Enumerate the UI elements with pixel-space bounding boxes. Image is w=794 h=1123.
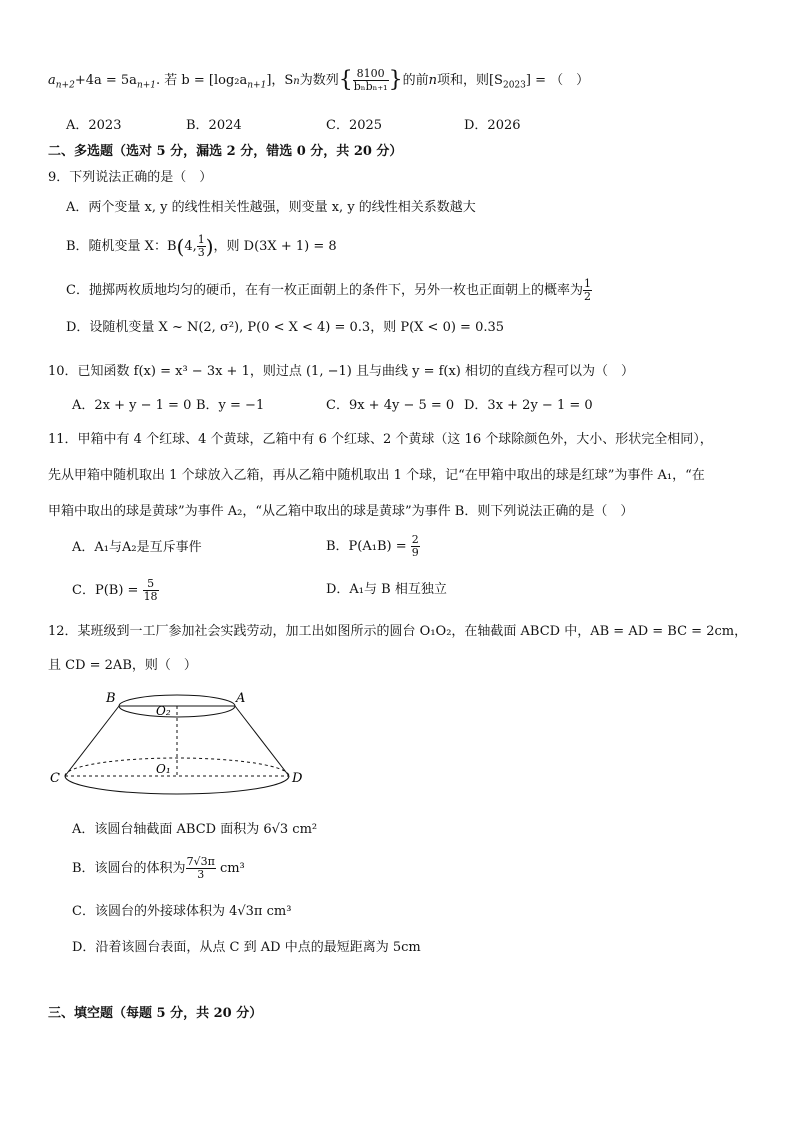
- q8-option-b: B．2024: [186, 118, 242, 133]
- q12-option-d: D．沿着该圆台表面，从点 C 到 AD 中点的最短距离为 5cm: [72, 940, 421, 955]
- q8-option-d: D．2026: [464, 118, 521, 133]
- q9-option-b: B．随机变量 X：B(4, $\frac{1}{3}$ )，则 D(3X + 1) = 8: [66, 233, 337, 259]
- label-a: A: [236, 691, 246, 706]
- q9-stem: 9．下列说法正确的是（ ）: [48, 170, 213, 185]
- q11-line-1: 11．甲箱中有 4 个红球、4 个黄球，乙箱中有 6 个红球、2 个黄球（这 16 个球除颜色外，大小、形状完全相同），: [48, 432, 713, 447]
- q11-line-2: 先从甲箱中随机取出 1 个球放入乙箱，再从乙箱中随机取出 1 个球，记“在甲箱中取出的球是红球”为事件 A₁，“在: [48, 468, 705, 483]
- q9-option-d: D．设随机变量 X ~ N(2, σ²), P(0 < X < 4) = 0.3，则 P(X < 0) = 0.35: [66, 320, 505, 335]
- q12-line-2: 且 CD = 2AB，则（ ）: [48, 658, 197, 673]
- q11-option-a: A．A₁与A₂是互斥事件: [72, 540, 202, 555]
- q12-option-c: C．该圆台的外接球体积为 4√3π cm³: [72, 904, 292, 919]
- q8-option-c: C．2025: [326, 118, 383, 133]
- q10-option-b: B．y = −1: [196, 398, 265, 413]
- section-3-heading: 三、填空题（每题 5 分，共 20 分）: [48, 1006, 263, 1021]
- q10-option-a: A．2x + y − 1 = 0: [72, 398, 192, 413]
- q12-option-b: B．该圆台的体积为 $\frac{7√3\pi}{3}$ cm³: [72, 855, 245, 881]
- q8-option-a: A．2023: [66, 118, 122, 133]
- q10-option-d: D．3x + 2y − 1 = 0: [464, 398, 593, 413]
- label-d: D: [292, 771, 303, 786]
- q11-option-c: C．P(B) = $\frac{5}{18}$: [72, 577, 158, 603]
- q8-stem: $a_{n+2}+4a = 5a_{n+1}$. 若 $b = [\log_2a_{n+1}]$，Sn为数列{ $\frac{8100}{\text{bₙbₙ₊₁}}$ }的前n项和，则$[S_{2023}]$ = （ ）: [48, 67, 590, 93]
- q12-line-1: 12．某班级到一工厂参加社会实践劳动，加工出如图所示的圆台 O₁O₂，在轴截面 ABCD 中，AB = AD = BC = 2cm，: [48, 624, 748, 639]
- label-o2: O₂: [156, 704, 171, 718]
- q9-option-a: A．两个变量 x, y 的线性相关性越强，则变量 x, y 的线性相关系数越大: [66, 200, 476, 215]
- label-b: B: [106, 691, 116, 706]
- q10-stem: 10．已知函数 f(x) = x³ − 3x + 1，则过点 (1, −1) 且与曲线 y = f(x) 相切的直线方程可以为（ ）: [48, 364, 635, 379]
- section-2-heading: 二、多选题（选对 5 分，漏选 2 分，错选 0 分，共 20 分）: [48, 144, 403, 159]
- q11-option-d: D．A₁与 B 相互独立: [326, 582, 447, 597]
- label-c: C: [50, 771, 60, 786]
- q11-option-b: B．P(A₁B) = $\frac{2}{9}$: [326, 533, 419, 559]
- frustum-figure: [40, 684, 320, 804]
- q9-option-c: C．抛掷两枚质地均匀的硬币，在有一枚正面朝上的条件下，另外一枚也正面朝上的概率为 $\frac{1}{2}$: [66, 277, 591, 303]
- q8-fraction: $\frac{8100}{\text{bₙbₙ₊₁}}$: [353, 67, 388, 93]
- q12-option-a: A．该圆台轴截面 ABCD 面积为 6√3 cm²: [72, 822, 318, 837]
- q11-line-3: 甲箱中取出的球是黄球”为事件 A₂，“从乙箱中取出的球是黄球”为事件 B．则下列说法正确的是（ ）: [48, 504, 634, 519]
- label-o1: O₁: [156, 762, 171, 776]
- q10-option-c: C．9x + 4y − 5 = 0: [326, 398, 455, 413]
